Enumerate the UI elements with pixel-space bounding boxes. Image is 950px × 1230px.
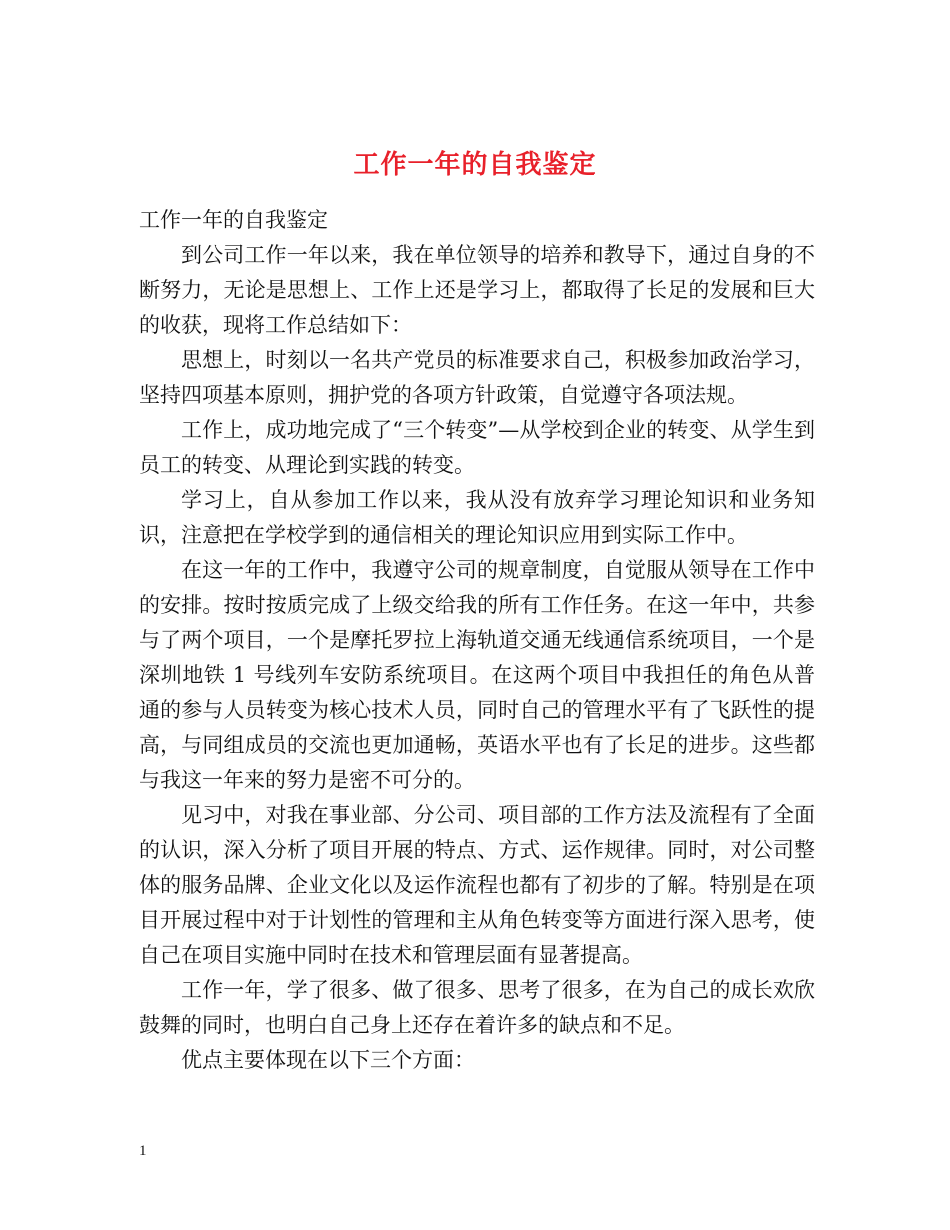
document-subtitle: 工作一年的自我鉴定 [139,208,328,232]
paragraph-projects: 在这一年的工作中，我遵守公司的规章制度，自觉服从领导在工作中的安排。按时按质完成了上级交给我的所有工作任务。在这一年中，共参与了两个项目，一个是摩托罗拉上海轨道交通无线通信系统项目，一个是深圳地铁 1 号线列车安防系统项目。在这两个项目中我担任的角色从普通的参与人员转变为核心技术人员，同时自己的管理水平有了飞跃性的提高，与同组成员的交流也更加通畅，英语水平也有了长足的进步。这些都与我这一年来的努力是密不可分的。 [139,558,815,792]
paragraph-intro: 到公司工作一年以来，我在单位领导的培养和教导下，通过自身的不断努力，无论是思想上、工作上还是学习上，都取得了长足的发展和巨大的收获，现将工作总结如下： [139,243,815,337]
document-title: 工作一年的自我鉴定 [353,150,597,181]
paragraph-study: 学习上，自从参加工作以来，我从没有放弃学习理论知识和业务知识，注意把在学校学到的通信相关的理论知识应用到实际工作中。 [139,488,815,547]
paragraph-internship: 见习中，对我在事业部、分公司、项目部的工作方法及流程有了全面的认识，深入分析了项目开展的特点、方式、运作规律。同时，对公司整体的服务品牌、企业文化以及运作流程也都有了初步的了解。特别是在项目开展过程中对于计划性的管理和主从角色转变等方面进行深入思考，使自己在项目实施中同时在技术和管理层面有显著提高。 [139,803,815,967]
paragraph-ideology: 思想上，时刻以一名共产党员的标准要求自己，积极参加政治学习，坚持四项基本原则，拥护党的各项方针政策，自觉遵守各项法规。 [139,348,815,407]
paragraph-reflection: 工作一年，学了很多、做了很多、思考了很多，在为自己的成长欢欣鼓舞的同时，也明白自己身上还存在着许多的缺点和不足。 [139,978,815,1037]
paragraph-work: 工作上，成功地完成了“三个转变”—从学校到企业的转变、从学生到员工的转变、从理论到实践的转变。 [139,418,815,477]
document-body [139,203,815,1078]
paragraph-strengths: 优点主要体现在以下三个方面： [181,1048,475,1072]
page-number: 1 [139,1143,147,1159]
